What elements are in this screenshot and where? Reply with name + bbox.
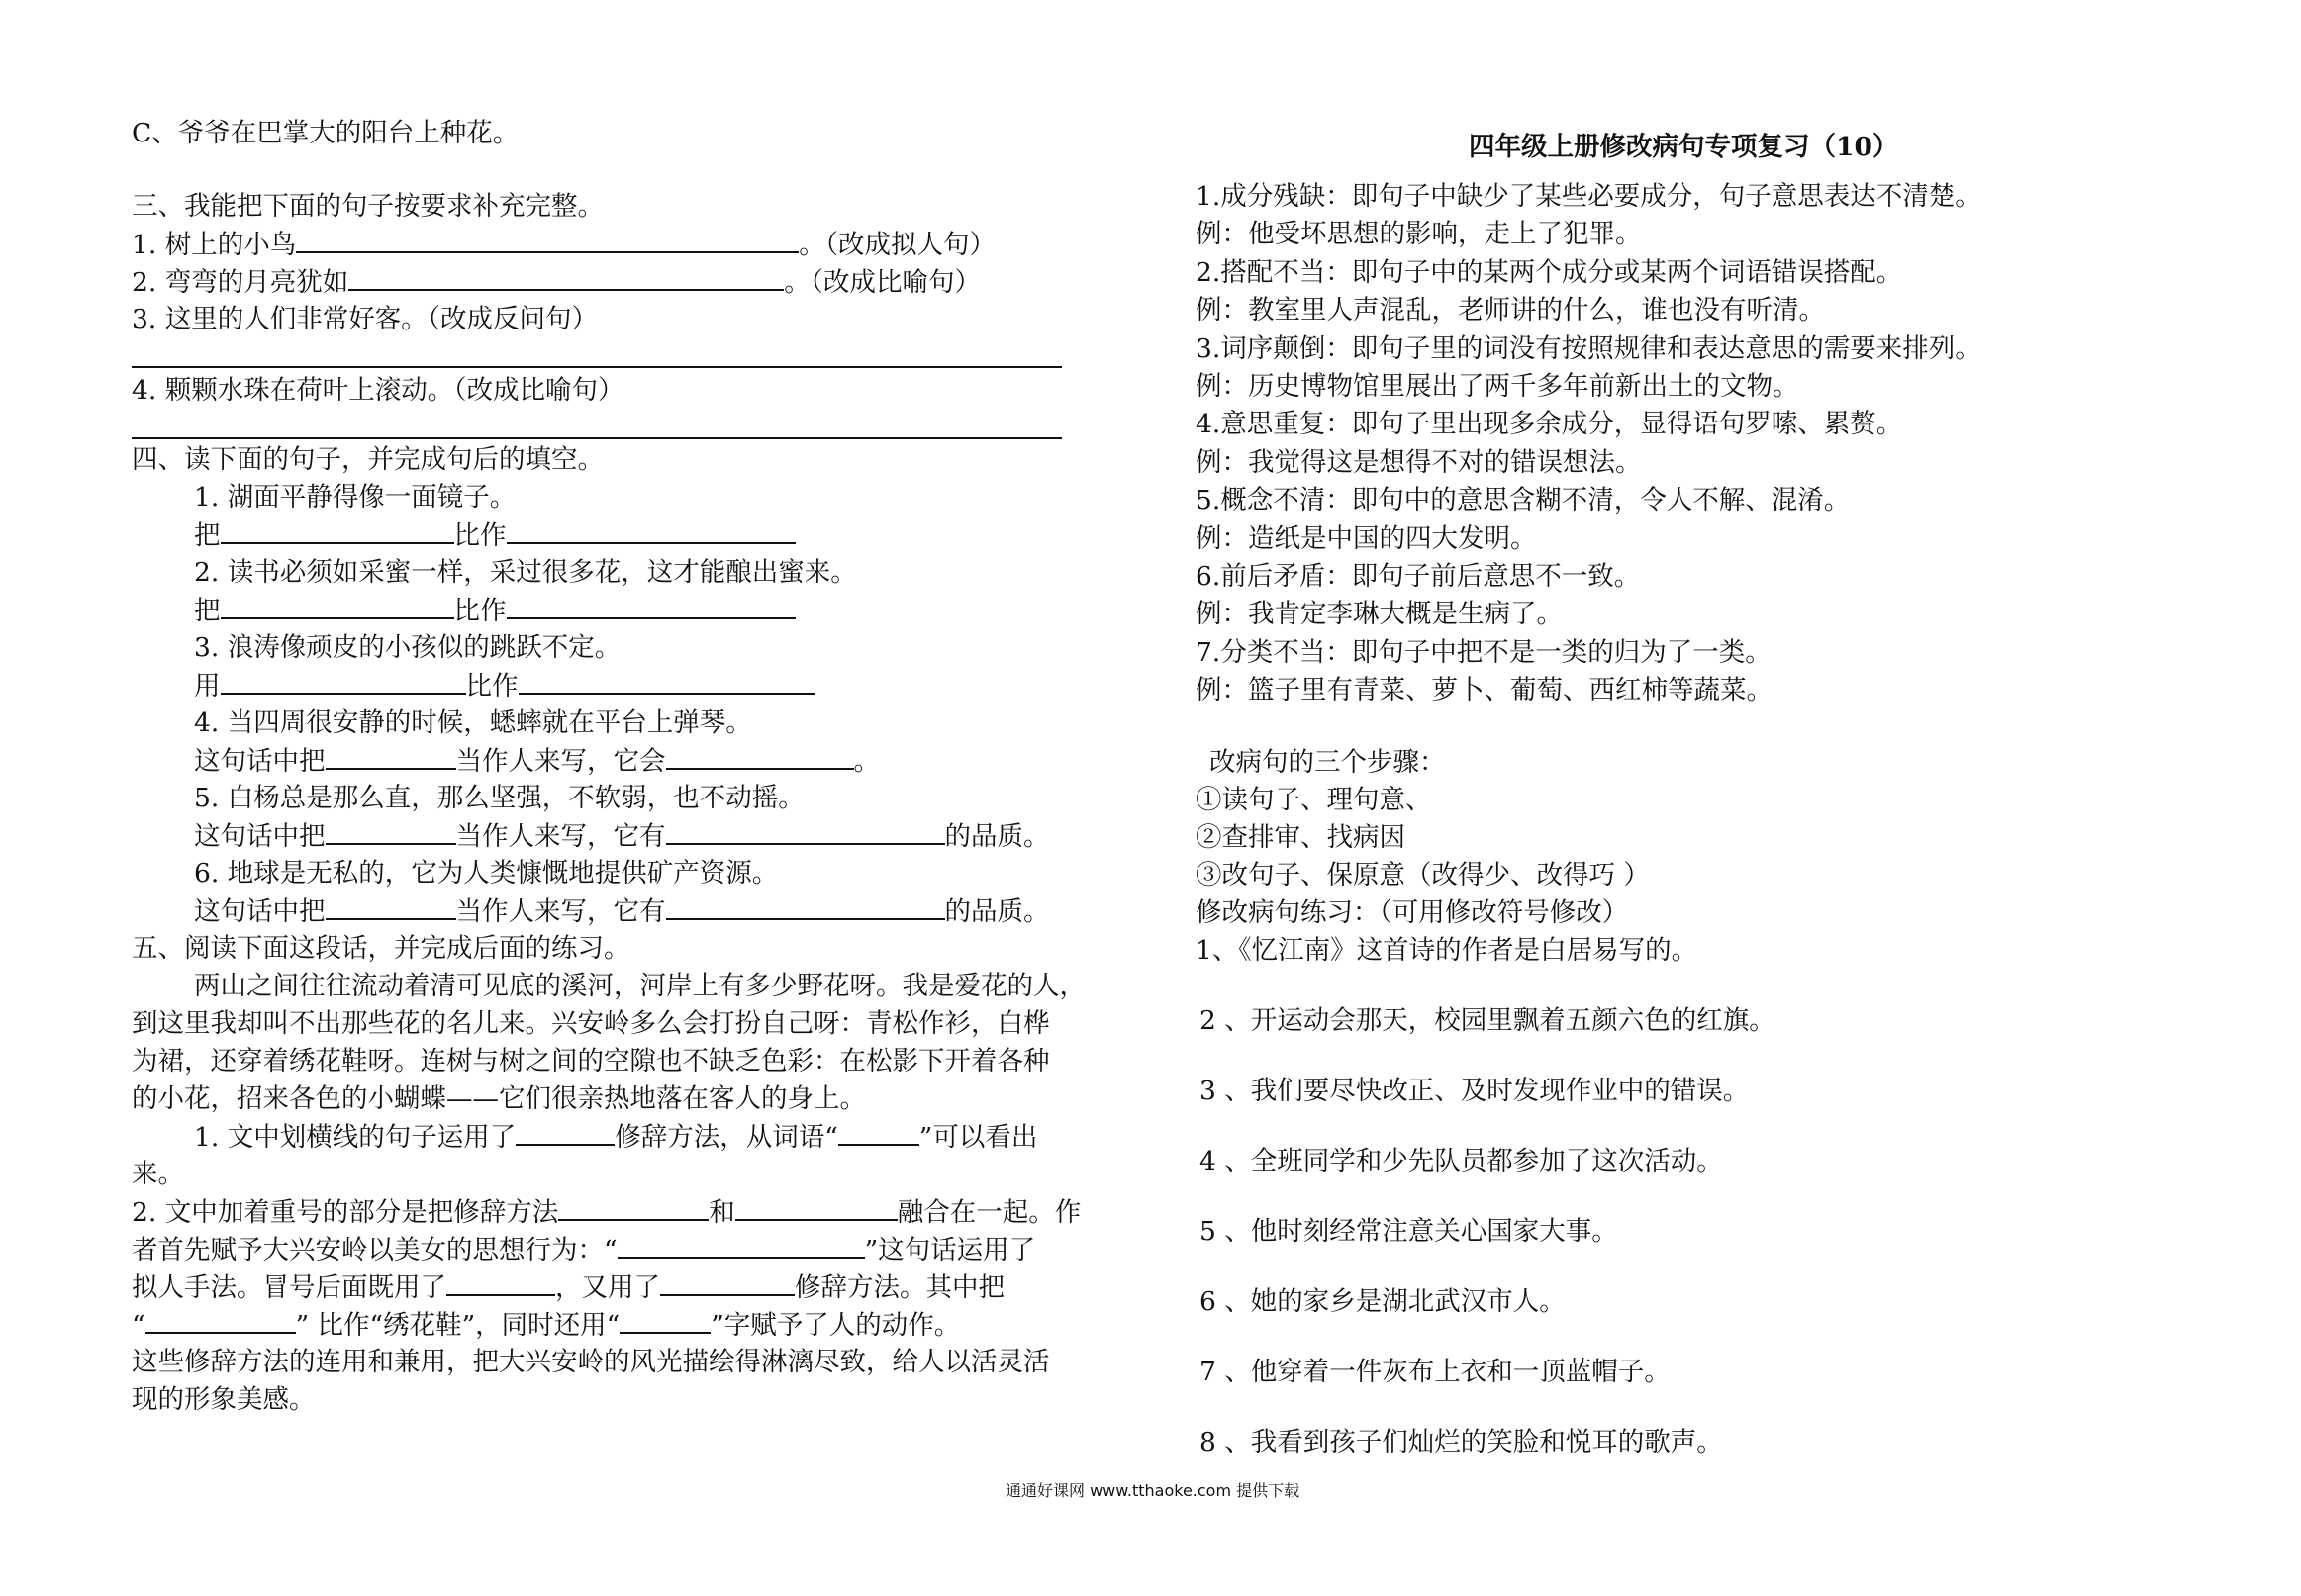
passage-line: 两山之间往往流动着清可见底的溪河，河岸上有多少野花呀。我是爱花的人， (194, 971, 1086, 1001)
s4-fill-5: 这句话中把 当作人来写，它有 的品质。 (194, 817, 1050, 856)
blank[interactable] (516, 1118, 615, 1146)
rule-line: 例：我觉得这是想得不对的错误想法。 (1196, 446, 1642, 478)
blank[interactable] (666, 892, 945, 920)
answer-line[interactable] (132, 366, 1062, 368)
s4-fill-2: 把 比作 (194, 592, 796, 630)
page-title: 四年级上册修改病句专项复习（10） (1469, 132, 1899, 162)
blank[interactable] (221, 667, 466, 695)
rule-line: 1.成分残缺：即句子中缺少了某些必要成分，句子意思表达不清楚。 (1196, 181, 1981, 212)
s5-q1-cont: 来。 (132, 1159, 184, 1189)
s4-fill-4: 这句话中把 当作人来写，它会 。 (194, 742, 880, 781)
rule-line: 6.前后矛盾：即句子前后意思不一致。 (1196, 561, 1641, 592)
step-line: ①读句子、理句意、 (1196, 785, 1432, 815)
s3-q2: 2. 弯弯的月亮犹如 。（改成比喻句） (132, 263, 981, 302)
s4-fill-3: 用 比作 (194, 667, 815, 705)
blank[interactable] (618, 1231, 865, 1259)
s3-q3: 3. 这里的人们非常好客。（改成反问句） (132, 304, 598, 334)
rule-line: 例：他受坏思想的影响，走上了犯罪。 (1196, 219, 1642, 250)
step-line: ②查排审、找病因 (1196, 822, 1405, 853)
s5-q2-line: “ ” 比作“绣花鞋”，同时还用“ ”字赋予了人的动作。 (132, 1306, 960, 1345)
s4-item-2: 2. 读书必须如采蜜一样，采过很多花，这才能酿出蜜来。 (194, 557, 857, 588)
s5-q2-line: 这些修辞方法的连用和兼用，把大兴安岭的风光描绘得淋漓尽致，给人以活灵活 (132, 1347, 1050, 1377)
rule-line: 7.分类不当：即句子中把不是一类的归为了一类。 (1196, 636, 1772, 668)
blank[interactable] (507, 592, 796, 619)
blank[interactable] (666, 742, 854, 770)
blank[interactable] (446, 1268, 555, 1296)
practice-sentence: 8 、我看到孩子们灿烂的笑脸和悦耳的歌声。 (1199, 1427, 1723, 1457)
rule-line: 3.词序颠倒：即句子里的词没有按照规律和表达意思的需要来排列。 (1196, 332, 1981, 364)
practice-sentence: 6 、她的家乡是湖北武汉市人。 (1199, 1286, 1566, 1317)
step-line: ③改句子、保原意（改得少、改得巧 ） (1196, 860, 1650, 891)
s5-q2-line: 拟人手法。冒号后面既用了 ，又用了 修辞方法。其中把 (132, 1268, 1005, 1307)
s3-q4: 4. 颗颗水珠在荷叶上滚动。（改成比喻句） (132, 375, 624, 406)
blank[interactable] (620, 1306, 711, 1334)
practice-title: 修改病句练习：（可用修改符号修改） (1196, 897, 1629, 928)
rule-line: 例：造纸是中国的四大发明。 (1196, 522, 1537, 554)
blank[interactable] (838, 1118, 919, 1146)
blank[interactable] (221, 592, 454, 619)
blank[interactable] (145, 1306, 296, 1334)
s3-q1: 1. 树上的小鸟 。（改成拟人句） (132, 226, 996, 264)
practice-sentence: 4 、全班同学和少先队员都参加了这次活动。 (1199, 1146, 1723, 1176)
rule-line: 2.搭配不当：即句子中的某两个成分或某两个词语错误搭配。 (1196, 256, 1903, 288)
blank[interactable] (296, 226, 799, 253)
s5-q2-line: 现的形象美感。 (132, 1384, 316, 1415)
s5-q1: 1. 文中划横线的句子运用了 修辞方法，从词语“ ”可以看出 (194, 1118, 1037, 1157)
rule-line: 4.意思重复：即句子里出现多余成分，显得语句罗嗦、累赘。 (1196, 409, 1903, 440)
rule-line: 例：我肯定李琳大概是生病了。 (1196, 599, 1563, 630)
s4-item-5: 5. 白杨总是那么直，那么坚强，不软弱，也不动摇。 (194, 783, 805, 813)
footer: 通通好课网 www.tthaoke.com 提供下载 (1006, 1481, 1300, 1500)
blank[interactable] (735, 1193, 898, 1221)
blank[interactable] (221, 516, 454, 544)
s4-item-4: 4. 当四周很安静的时候，蟋蟀就在平台上弹琴。 (194, 707, 752, 738)
passage-line: 的小花，招来各色的小蝴蝶——它们很亲热地落在客人的身上。 (132, 1083, 866, 1114)
practice-sentence: 5 、他时刻经常注意关心国家大事。 (1199, 1216, 1618, 1247)
answer-line[interactable] (132, 437, 1062, 439)
blank[interactable] (666, 817, 945, 845)
s5-q2: 2. 文中加着重号的部分是把修辞方法 和 融合在一起。作 (132, 1193, 1081, 1232)
blank[interactable] (326, 817, 456, 845)
passage-line: 到这里我却叫不出那些花的名儿来。兴安岭多么会打扮自己呀：青松作衫，白桦 (132, 1008, 1050, 1039)
s4-fill-6: 这句话中把 当作人来写，它有 的品质。 (194, 892, 1050, 931)
blank[interactable] (558, 1193, 709, 1221)
s5-q2-line: 者首先赋予大兴安岭以美女的思想行为：“ ”这句话运用了 (132, 1231, 1035, 1269)
section-3-heading: 三、我能把下面的句子按要求补充完整。 (132, 191, 604, 222)
practice-sentence: 1、《忆江南》这首诗的作者是白居易写的。 (1196, 935, 1698, 966)
practice-sentence: 2 、开运动会那天，校园里飘着五颜六色的红旗。 (1199, 1005, 1775, 1036)
rule-line: 5.概念不清：即句中的意思含糊不清，令人不解、混淆。 (1196, 485, 1851, 516)
passage-line: 为裙，还穿着绣花鞋呀。连树与树之间的空隙也不缺乏色彩：在松影下开着各种 (132, 1046, 1050, 1077)
steps-title: 改病句的三个步骤： (1209, 747, 1446, 778)
rule-line: 例：历史博物馆里展出了两千多年前新出土的文物。 (1196, 371, 1799, 402)
rule-line: 例：篮子里有青菜、萝卜、葡萄、西红柿等蔬菜。 (1196, 675, 1773, 706)
section-5-heading: 五、阅读下面这段话，并完成后面的练习。 (132, 933, 630, 964)
section-4-heading: 四、读下面的句子，并完成句后的填空。 (132, 444, 604, 475)
blank[interactable] (507, 516, 796, 544)
s4-fill-1: 把 比作 (194, 516, 796, 555)
blank[interactable] (348, 263, 784, 291)
rule-line: 例：教室里人声混乱，老师讲的什么，谁也没有听清。 (1196, 295, 1825, 327)
practice-sentence: 7 、他穿着一件灰布上衣和一顶蓝帽子。 (1199, 1357, 1671, 1387)
s4-item-1: 1. 湖面平静得像一面镜子。 (194, 482, 517, 513)
blank[interactable] (660, 1268, 795, 1296)
blank[interactable] (326, 892, 456, 920)
option-c: C、爷爷在巴掌大的阳台上种花。 (132, 118, 520, 148)
s4-item-6: 6. 地球是无私的，它为人类慷慨地提供矿产资源。 (194, 858, 779, 889)
practice-sentence: 3 、我们要尽快改正、及时发现作业中的错误。 (1199, 1076, 1750, 1106)
s4-item-3: 3. 浪涛像顽皮的小孩似的跳跃不定。 (194, 632, 622, 663)
blank[interactable] (519, 667, 815, 695)
blank[interactable] (326, 742, 456, 770)
